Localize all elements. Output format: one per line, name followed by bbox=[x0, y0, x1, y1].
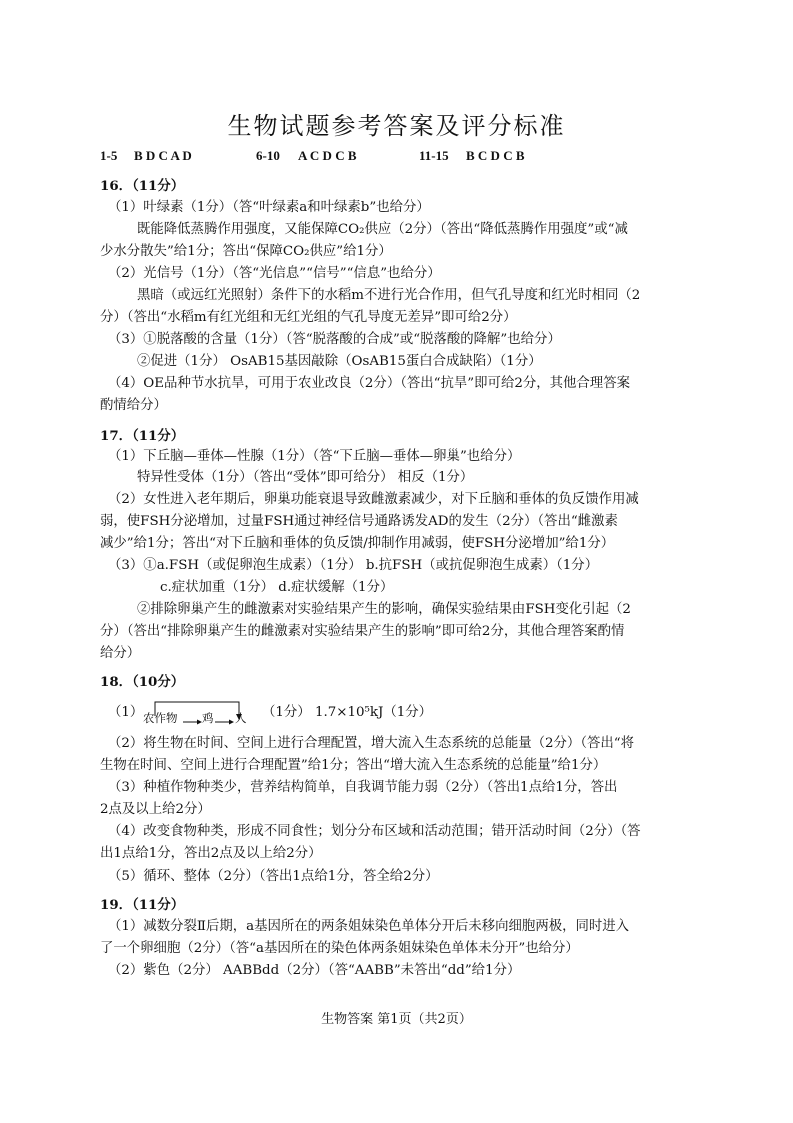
page-footer: 生物答案 第1页（共2页） bbox=[321, 1012, 472, 1027]
mc-answers-1: B D C A D bbox=[134, 148, 192, 163]
answer-line: （3）①a.FSH（或促卵泡生成素）（1分） b.抗FSH（或抗促卵泡生成素）（1分） bbox=[108, 558, 599, 573]
answer-line: 生物在时间、空间上进行合理配置”给1分；答出“增大流入生态系统的总能量”给1分） bbox=[100, 758, 607, 773]
answer-line: 弱，使FSH分泌增加，过量FSH通过神经信号通路诱发AD的发生（2分）（答出“雌激素 bbox=[100, 514, 618, 529]
answer-line: 分）（答出“排除卵巢产生的雌激素对实验结果产生的影响”即可给2分，其他合理答案酌情 bbox=[100, 624, 625, 639]
human-node: 人 bbox=[235, 711, 247, 725]
mc-answers-3: B C D C B bbox=[466, 148, 525, 163]
answer-line: 2点及以上给2分） bbox=[100, 802, 211, 817]
food-chain-diagram bbox=[143, 698, 258, 728]
answer-line: （3）①脱落酸的含量（1分）（答“脱落酸的合成”或“脱落酸的降解”也给分） bbox=[108, 332, 561, 347]
q16-heading: 16．（11分） bbox=[100, 178, 185, 194]
answer-line: 分）（答出“水稻m有红光组和无红光组的气孔导度无差异”即可给2分） bbox=[100, 310, 517, 325]
answer-line: 少水分散失”给1分；答出“保障CO₂供应”给1分） bbox=[100, 244, 392, 259]
answer-line: （3）种植作物种类少，营养结构简单，自我调节能力弱（2分）（答出1点给1分，答出 bbox=[108, 780, 618, 795]
mc-answers-2: A C D C B bbox=[298, 148, 357, 163]
page-title: 生物试题参考答案及评分标准 bbox=[227, 112, 566, 140]
mc-range-1: 1-5 bbox=[100, 148, 118, 163]
answer-line: 黑暗（或远红光照射）条件下的水稻m不进行光合作用，但气孔导度和红光时相同（2 bbox=[137, 288, 641, 303]
answer-line: c.症状加重（1分） d.症状缓解（1分） bbox=[160, 580, 394, 595]
answer-line: （1）下丘脑—垂体—性腺（1分）（答“下丘脑—垂体—卵巢”也给分） bbox=[108, 449, 521, 464]
answer-line: （2）紫色（2分） AABBdd（2分）（答“AABB”未答出“dd”给1分） bbox=[108, 963, 521, 978]
q19-heading: 19．（11分） bbox=[100, 897, 185, 913]
answer-line: （1）叶绿素（1分）（答“叶绿素a和叶绿素b”也给分） bbox=[108, 200, 430, 215]
answer-line: （5）循环、整体（2分）（答出1点给1分，答全给2分） bbox=[108, 869, 439, 884]
q17-heading: 17．（11分） bbox=[100, 428, 185, 444]
answer-line: 既能降低蒸腾作用强度，又能保障CO₂供应（2分）（答出“降低蒸腾作用强度”或“减 bbox=[137, 222, 628, 237]
answer-line: （1） bbox=[108, 705, 144, 720]
crop-node: 农作物 bbox=[143, 711, 178, 725]
answer-line: ②促进（1分） OsAB15基因敲除（OsAB15蛋白合成缺陷）（1分） bbox=[137, 354, 542, 369]
mc-range-2: 6-10 bbox=[256, 148, 280, 163]
mc-range-3: 11-15 bbox=[419, 148, 449, 163]
answer-line: 出1点给1分，答出2点及以上给2分） bbox=[100, 846, 322, 861]
answer-line: 酌情给分） bbox=[100, 398, 167, 413]
answer-line: （4）OE品种节水抗旱，可用于农业改良（2分）（答出“抗旱”即可给2分，其他合理答案 bbox=[108, 376, 630, 391]
answer-line: 减少”给1分；答出“对下丘脑和垂体的负反馈/抑制作用减弱，使FSH分泌增加”给1分） bbox=[100, 536, 615, 551]
answer-line: （4）改变食物种类，形成不同食性；划分分布区域和活动范围；错开活动时间（2分）（答 bbox=[108, 824, 641, 839]
answer-line: （2）将生物在时间、空间上进行合理配置，增大流入生态系统的总能量（2分）（答出“将 bbox=[108, 736, 635, 751]
answer-line: 特异性受体（1分）（答出“受体”即可给分） 相反（1分） bbox=[137, 470, 474, 485]
answer-line: 给分） bbox=[100, 646, 141, 661]
answer-line: （2）女性进入老年期后，卵巢功能衰退导致雌激素减少，对下丘脑和垂体的负反馈作用减 bbox=[108, 492, 639, 507]
chicken-node: 鸡 bbox=[202, 711, 214, 725]
answer-line: （1分） 1.7×10⁵kJ（1分） bbox=[262, 705, 433, 720]
answer-line: ②排除卵巢产生的雌激素对实验结果产生的影响，确保实验结果由FSH变化引起（2 bbox=[137, 602, 631, 617]
answer-line: （1）减数分裂Ⅱ后期，a基因所在的两条姐妹染色单体分开后未移向细胞两极，同时进入 bbox=[108, 919, 630, 934]
answer-line: 了一个卵细胞（2分）（答“a基因所在的染色体两条姐妹染色单体未分开”也给分） bbox=[100, 941, 579, 956]
answer-line: （2）光信号（1分）（答“光信息”“信号”“信息”也给分） bbox=[108, 266, 441, 281]
q18-heading: 18．（10分） bbox=[100, 674, 185, 690]
